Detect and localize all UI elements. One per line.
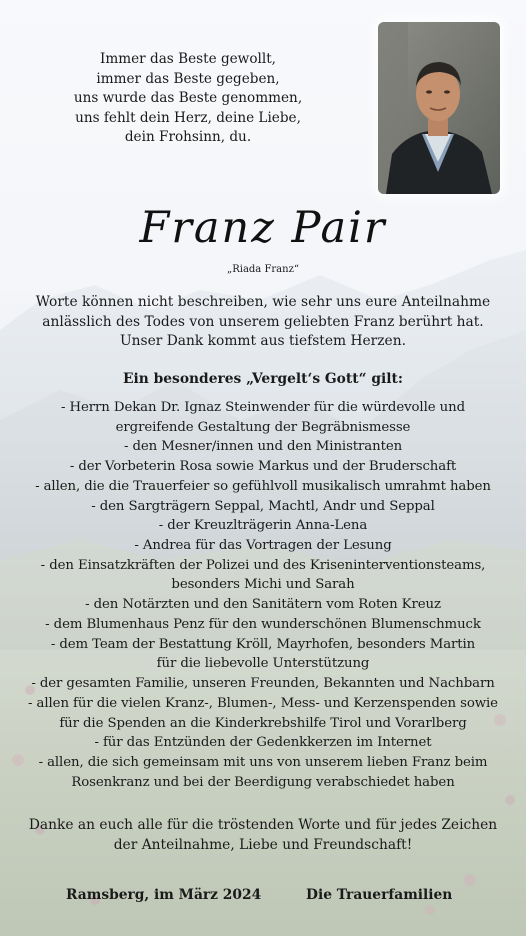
closing-line: Danke an euch alle für die tröstenden Worte und für jedes Zeichen [28, 817, 498, 833]
poem-line: uns wurde das Beste genommen, [73, 90, 303, 106]
poem-line: dein Frohsinn, du. [124, 129, 252, 145]
portrait-photo [378, 22, 500, 194]
acknowledgement-heading: Ein besonderes „Vergelt‘s Gott“ gilt: [123, 371, 403, 387]
family-signature: Die Trauerfamilien [306, 887, 453, 903]
list-item: - allen für die vielen Kranz-, Blumen-, Mess- und Kerzenspenden sowie [28, 695, 498, 711]
list-item: besonders Michi und Sarah [171, 577, 355, 593]
place-date: Ramsberg, im März 2024 [66, 887, 262, 903]
poem-line: immer das Beste gegeben, [96, 70, 280, 87]
list-item: - den Notärzten und den Sanitätern vom Roten Kreuz [85, 597, 441, 613]
list-item: - dem Team der Bestattung Kröll, Mayrhofen, besonders Martin [50, 636, 476, 652]
poem-line: uns fehlt dein Herz, deine Liebe, [75, 109, 301, 126]
list-item: - allen, die die Trauerfeier so gefühlvoll musikalisch umrahmt haben [35, 478, 491, 494]
list-item: - den Einsatzkräften der Polizei und des Kriseninterventionsteams, [40, 557, 486, 573]
poem-line: Immer das Beste gewollt, [99, 51, 276, 67]
deceased-name: Franz Pair [139, 203, 387, 253]
list-item: - Herrn Dekan Dr. Ignaz Steinwender für die würdevolle und [61, 400, 465, 415]
list-item: für die liebevolle Unterstützung [156, 656, 370, 672]
list-item: - der Kreuzlträgerin Anna-Lena [158, 518, 368, 534]
nickname: „Riada Franz“ [227, 264, 299, 275]
closing-paragraph [10, 816, 516, 855]
memorial-poem [60, 50, 316, 148]
list-item: Rosenkranz und bei der Beerdigung verabschiedet haben [71, 774, 455, 790]
list-item: - der Vorbeterin Rosa sowie Markus und der Bruderschaft [69, 459, 457, 475]
thanks-paragraph [10, 293, 516, 352]
acknowledgement-list [8, 398, 518, 792]
thanks-line: anlässlich des Todes von unserem geliebten Franz berührt hat. [42, 313, 484, 330]
thanks-line: Unser Dank kommt aus tiefstem Herzen. [120, 333, 406, 349]
list-item: - für das Entzünden der Gedenkkerzen im Internet [94, 735, 432, 751]
list-item: - allen, die sich gemeinsam mit uns von unserem lieben Franz beim [38, 754, 488, 770]
thanks-line: Worte können nicht beschreiben, wie sehr uns eure Anteilnahme [35, 294, 491, 310]
list-item: - Andrea für das Vortragen der Lesung [134, 538, 392, 554]
list-item: - der gesamten Familie, unseren Freunden, Bekannten und Nachbarn [31, 676, 495, 692]
list-item: - dem Blumenhaus Penz für den wunderschönen Blumenschmuck [45, 616, 481, 632]
list-item: für die Spenden an die Kinderkrebshilfe Tirol und Vorarlberg [59, 715, 467, 731]
list-item: - den Mesner/innen und den Ministranten [123, 439, 403, 455]
list-item: - den Sargträgern Seppal, Machtl, Andr und Seppal [91, 498, 435, 514]
closing-line: der Anteilnahme, Liebe und Freundschaft! [113, 836, 413, 853]
list-item: ergreifende Gestaltung der Begräbnismesse [115, 419, 411, 435]
